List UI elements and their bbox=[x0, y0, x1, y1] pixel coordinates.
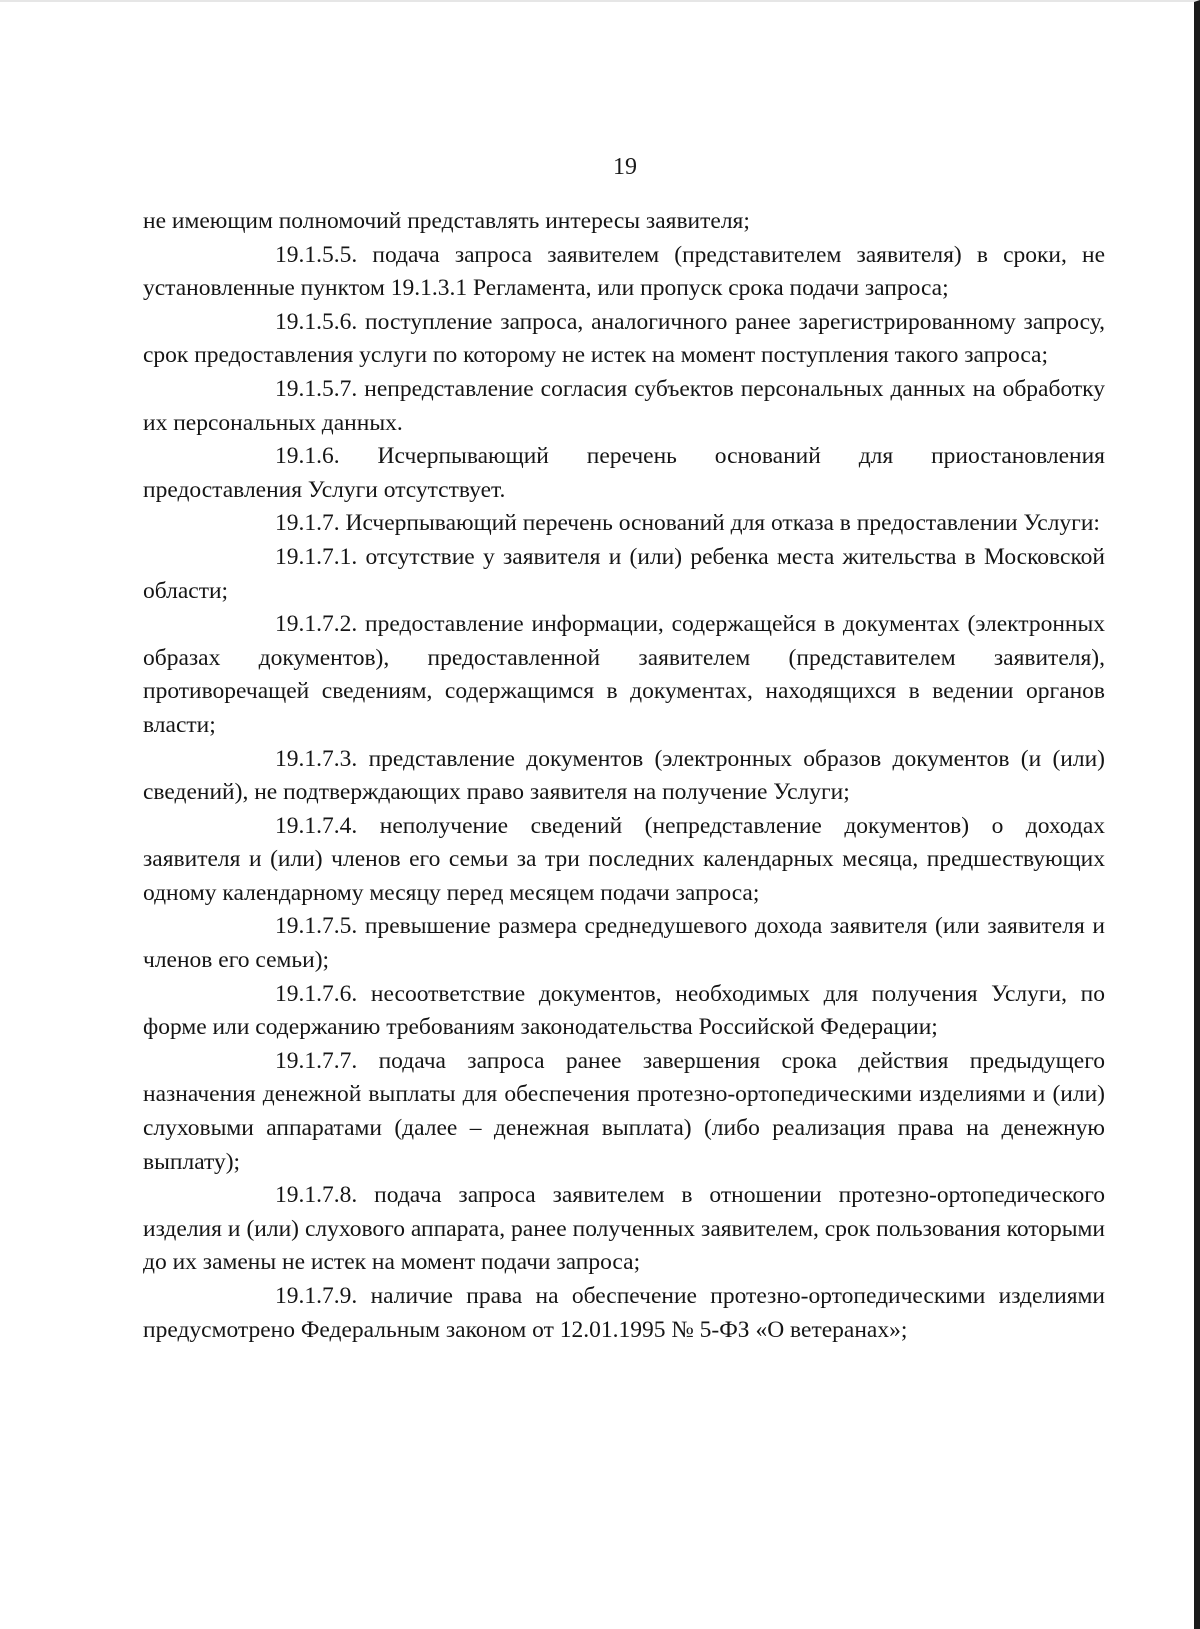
paragraph-text: не имеющим полномочий представлять интересы заявителя; bbox=[143, 208, 750, 234]
paragraph-19-1-5-7 bbox=[143, 373, 1105, 440]
paragraph-text: несоответствие документов, необходимых для получения Услуги, по форме или содержанию требованиям законодательства Российской Федерации; bbox=[143, 980, 1105, 1041]
paragraph-19-1-7-4 bbox=[143, 810, 1105, 911]
paragraph-text: предоставление информации, содержащейся в документах (электронных образах документов), предоставленной заявителем (представителем заявителя), противоречащей сведениям, содержащимся в документах, находящихся в ведении органов власти; bbox=[143, 611, 1106, 738]
paragraph-19-1-7-2 bbox=[143, 608, 1105, 742]
paragraph-number: 19.1.7.6. bbox=[275, 980, 358, 1007]
document-body bbox=[143, 205, 1105, 1347]
paragraph-19-1-7-3 bbox=[143, 743, 1105, 810]
paragraph-19-1-7-5 bbox=[143, 910, 1105, 977]
paragraph-text: непредставление согласия субъектов персональных данных на обработку их персональных данных. bbox=[143, 375, 1105, 436]
paragraph-19-1-7-9 bbox=[143, 1280, 1105, 1347]
paragraph-number: 19.1.7.5. bbox=[275, 913, 358, 940]
paragraph-number: 19.1.7.2. bbox=[275, 611, 358, 638]
paragraph-19-1-7-1 bbox=[143, 541, 1105, 608]
paragraph-continuation bbox=[143, 205, 1105, 239]
paragraph-19-1-6 bbox=[143, 440, 1105, 507]
paragraph-text: превышение размера среднедушевого дохода заявителя (или заявителя и членов его семьи); bbox=[143, 913, 1105, 974]
paragraph-text: подача запроса заявителем (представителем заявителя) в сроки, не установленные пунктом 19.1.3.1 Регламента, или пропуск срока подачи запроса; bbox=[143, 241, 1106, 302]
paragraph-19-1-7-8 bbox=[143, 1179, 1105, 1280]
paragraph-number: 19.1.5.5. bbox=[275, 241, 358, 268]
paragraph-number: 19.1.7.8. bbox=[275, 1182, 358, 1209]
paragraph-19-1-7-6 bbox=[143, 978, 1105, 1045]
paragraph-number: 19.1.7.1. bbox=[275, 543, 358, 570]
paragraph-number: 19.1.7. bbox=[275, 510, 340, 537]
paragraph-19-1-7-7 bbox=[143, 1045, 1105, 1179]
paragraph-text: поступление запроса, аналогичного ранее зарегистрированному запросу, срок предоставления услуги по которому не истек на момент поступления такого запроса; bbox=[143, 308, 1106, 369]
paragraph-19-1-7 bbox=[143, 507, 1105, 541]
paragraph-number: 19.1.5.6. bbox=[275, 308, 358, 335]
paragraph-text: наличие права на обеспечение протезно-ортопедическими изделиями предусмотрено Федеральным законом от 12.01.1995 № 5-ФЗ «О ветеранах»; bbox=[143, 1283, 1106, 1343]
paragraph-number: 19.1.7.9. bbox=[275, 1283, 358, 1309]
paragraph-text: неполучение сведений (непредставление документов) о доходах заявителя и (или) членов его семьи за три последних календарных месяца, предшествующих одному календарному месяцу перед месяцем подачи запроса; bbox=[143, 812, 1105, 906]
paragraph-number: 19.1.7.4. bbox=[275, 812, 358, 839]
paragraph-text: Исчерпывающий перечень оснований для отказа в предоставлении Услуги: bbox=[345, 510, 1100, 537]
paragraph-text: представление документов (электронных образов документов (и (или) сведений), не подтверждающих право заявителя на получение Услуги; bbox=[143, 745, 1105, 806]
paragraph-text: отсутствие у заявителя и (или) ребенка места жительства в Московской области; bbox=[143, 543, 1105, 604]
paragraph-number: 19.1.6. bbox=[275, 443, 340, 470]
paragraph-text: Исчерпывающий перечень оснований для приостановления предоставления Услуги отсутствует. bbox=[143, 443, 1105, 503]
page-number: 19 bbox=[613, 154, 637, 180]
paragraph-number: 19.1.7.7. bbox=[275, 1047, 358, 1074]
paragraph-number: 19.1.5.7. bbox=[275, 375, 358, 402]
paragraph-text: подача запроса заявителем в отношении протезно-ортопедического изделия и (или) слухового аппарата, ранее полученных заявителем, срок пользования которыми до их замены не истек на момент подачи запроса; bbox=[143, 1182, 1105, 1276]
paragraph-text: подача запроса ранее завершения срока действия предыдущего назначения денежной выплаты для обеспечения протезно-ортопедическими изделиями и (или) слуховыми аппаратами (далее – денежная выплата) (либо реализация права на денежную выплату); bbox=[143, 1047, 1106, 1175]
paragraph-number: 19.1.7.3. bbox=[275, 745, 358, 772]
paragraph-19-1-5-5 bbox=[143, 239, 1105, 306]
paragraph-19-1-5-6 bbox=[143, 306, 1105, 373]
